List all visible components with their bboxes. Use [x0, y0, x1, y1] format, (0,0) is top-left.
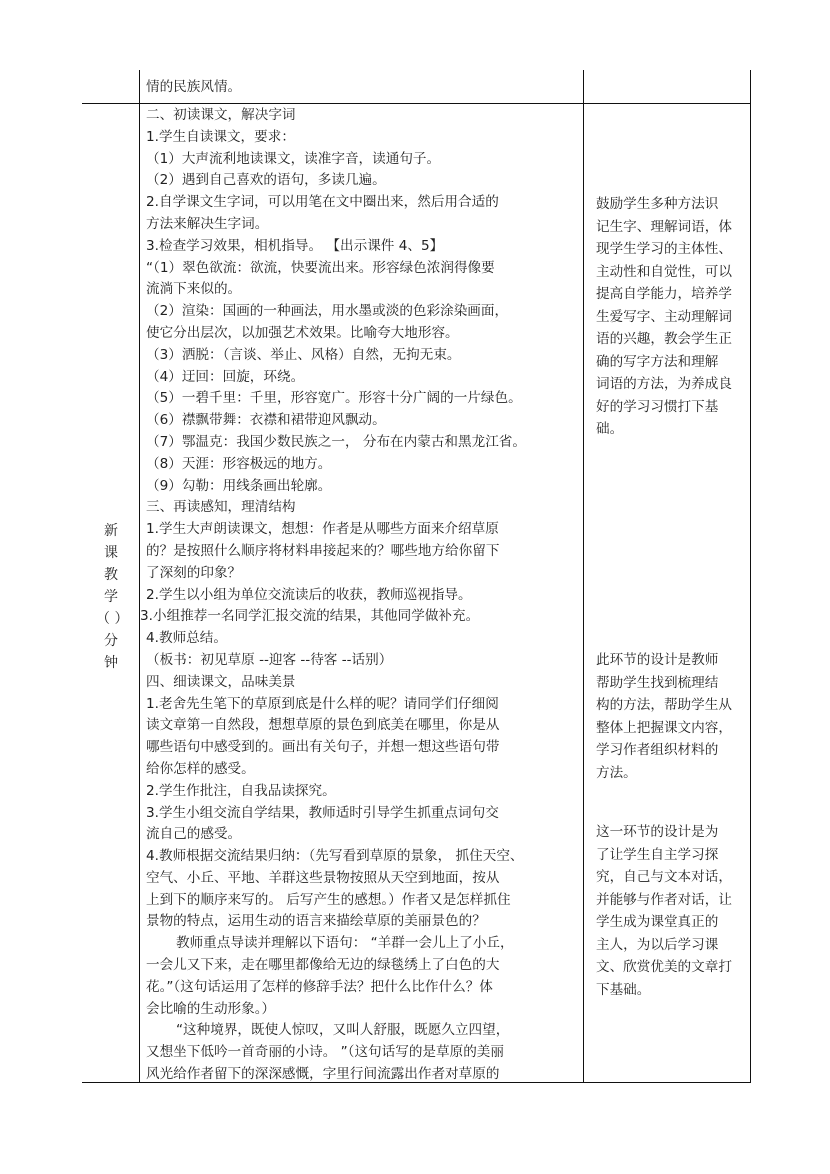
content-line: 2.学生作批注，自我品读探究。 [146, 782, 336, 799]
content-line: 上到下的顺序来写的。 后写产生的感想。）作者又是怎样抓住 [146, 891, 511, 908]
table-border-left-col [139, 70, 140, 1083]
content-line: （板书：初见草原 --迎客 --待客 --话别） [146, 651, 393, 668]
section-label-char: 分 [104, 633, 118, 649]
content-line: （2）遇到自己喜欢的语句，多读几遍。 [146, 172, 386, 189]
table-border-right-col [583, 70, 584, 1083]
note-line: 好的学习习惯打下基 [596, 398, 719, 415]
section-label-char: （ ） [96, 611, 129, 627]
note-1 [596, 193, 748, 441]
content-line: 的？是按照什么顺序将材料串接起来的？哪些地方给你留下 [146, 542, 500, 559]
content-line: “（1）翠色欲流：欲流，快要流出来。形容绿色浓润得像要 [146, 259, 495, 276]
content-line: 4.教师根据交流结果归纳：（先写看到草原的景象， 抓住天空、 [146, 848, 524, 865]
note-line: 鼓励学生多种方法识 [596, 196, 719, 212]
note-2 [596, 649, 748, 784]
content-line: “这种境界，既使人惊叹，又叫人舒服，既愿久立四望， [176, 1022, 510, 1039]
note-line: 提高自学能力，培养学 [596, 286, 732, 302]
content-line: 3.检查学习效果，相机指导。 【出示课件 4、5】 [146, 237, 444, 254]
note-line: 主动性和自觉性，可以 [596, 263, 732, 280]
content-line: （8）天涯：形容极远的地方。 [146, 455, 332, 472]
content-line: 读文章第一自然段，想想草原的景色到底美在哪里，你是从 [146, 717, 500, 734]
content-line: 花。”（这句话运用了怎样的修辞手法？把什么比作什么？体 [146, 978, 493, 995]
content-line: （5）一碧千里：千里，形容宽广。形容十分广阔的一片绿色。 [146, 390, 522, 407]
content-line: 又想坐下低吟一首奇丽的小诗。 ”（这句话写的是草原的美丽 [146, 1044, 504, 1061]
content-line: 1.学生大声朗读课文，想想：作者是从哪些方面来介绍草原 [146, 521, 499, 538]
note-line: 整体上把握课文内容， [596, 719, 732, 736]
content-line: 了深刻的印象？ [146, 564, 242, 581]
content-line: 3.小组推荐一名同学汇报交流的结果，其他同学做补充。 [140, 608, 480, 625]
content-line: （4）迂回：回旋，环绕。 [146, 368, 305, 385]
content-line: 流自己的感受。 [146, 826, 242, 843]
note-line: 记生字、理解词语，体 [596, 218, 732, 235]
content-line: 2.学生以小组为单位交流读后的收获，教师巡视指导。 [146, 586, 472, 603]
content-line: 风光给作者留下的深深感慨，字里行间流露出作者对草原的 [146, 1066, 500, 1083]
content-line: （9）勾勒：用线条画出轮廓。 [146, 477, 332, 494]
note-3 [596, 821, 748, 1001]
row1-content: 情的民族风情。 [146, 79, 242, 95]
note-line: 础。 [596, 421, 624, 437]
note-line: 并能够与作者对话，让 [596, 891, 732, 908]
content-line: 1.学生自读课文，要求： [146, 128, 295, 145]
content-line: （7）鄂温克：我国少数民族之一， 分布在内蒙古和黑龙江省。 [146, 433, 526, 450]
section-label-char: 教 [104, 567, 118, 583]
content-line: 三、再读感知，理清结构 [146, 499, 296, 516]
content-line: 使它分出层次，以加强艺术效果。比喻夸大地形容。 [146, 324, 459, 341]
content-line: 四、细读课文，品味美景 [146, 673, 296, 690]
note-line: 生爱写字、主动理解词 [596, 308, 732, 325]
table-border-right [750, 70, 751, 1083]
section-label-char: 新 [104, 523, 118, 539]
note-line: 主人，为以后学习课 [596, 936, 719, 953]
content-line: 1.老舍先生笔下的草原到底是什么样的呢？请同学们仔细阅 [146, 695, 499, 712]
note-line: 帮助学生找到梳理结 [596, 674, 719, 691]
content-line: （6）襟飘带舞：衣襟和裙带迎风飘动。 [146, 412, 386, 429]
note-line: 文、欣赏优美的文章打 [596, 959, 732, 975]
content-line: 一会儿又下来，走在哪里都像给无边的绿毯绣上了白色的大 [146, 957, 500, 974]
table-border-row-divider [82, 103, 750, 104]
content-line: 方法来解决生字词。 [146, 215, 269, 232]
note-line: 构的方法，帮助学生从 [596, 697, 732, 713]
note-line: 语的兴趣，教会学生正 [596, 331, 732, 347]
note-line: 确的写字方法和理解 [596, 353, 719, 370]
section-label-char: 学 [104, 589, 118, 605]
content-line: 给你怎样的感受。 [146, 760, 255, 777]
lesson-content [140, 105, 526, 1086]
content-line: 4.教师总结。 [146, 630, 227, 647]
content-line: 流淌下来似的。 [146, 281, 242, 298]
note-line: 词语的方法，为养成良 [596, 376, 732, 392]
note-line: 下基础。 [596, 981, 651, 998]
content-line: 哪些语句中感受到的。画出有关句子，并想一想这些语句带 [146, 739, 500, 756]
note-line: 此环节的设计是教师 [596, 652, 719, 668]
section-label-char: 课 [104, 545, 118, 561]
content-line: 会比喻的生动形象。） [146, 1000, 276, 1017]
section-label [96, 520, 129, 674]
section-label-char: 钟 [104, 655, 118, 671]
note-line: 学习作者组织材料的 [596, 742, 719, 758]
content-line: （2）渲染：国画的一种画法，用水墨或淡的色彩涂染画面， [146, 303, 509, 320]
note-line: 学生成为课堂真正的 [596, 914, 719, 930]
content-line: 教师重点导读并理解以下语句： “羊群一会儿上了小丘， [176, 935, 514, 952]
note-line: 现学生学习的主体性、 [596, 241, 732, 257]
note-line: 方法。 [596, 764, 637, 781]
content-line: 景物的特点，运用生动的语言来描绘草原的美丽景色的？ [146, 913, 486, 930]
content-line: 2.自学课文生字词，可以用笔在文中圈出来，然后用合适的 [146, 194, 499, 211]
note-line: 这一环节的设计是为 [596, 824, 719, 840]
content-line: （3）洒脱：（言谈、举止、风格）自然，无拘无束。 [146, 346, 461, 363]
content-line: 空气、小丘、平地、羊群这些景物按照从天空到地面，按从 [146, 869, 500, 886]
content-line: 3.学生小组交流自学结果，教师适时引导学生抓重点词句交 [146, 804, 499, 821]
content-line: 二、初读课文，解决字词 [146, 107, 296, 123]
note-line: 究，自己与文本对话， [596, 869, 732, 885]
note-line: 了让学生自主学习探 [596, 846, 719, 863]
content-line: （1）大声流利地读课文，读准字音，读通句子。 [146, 150, 441, 167]
